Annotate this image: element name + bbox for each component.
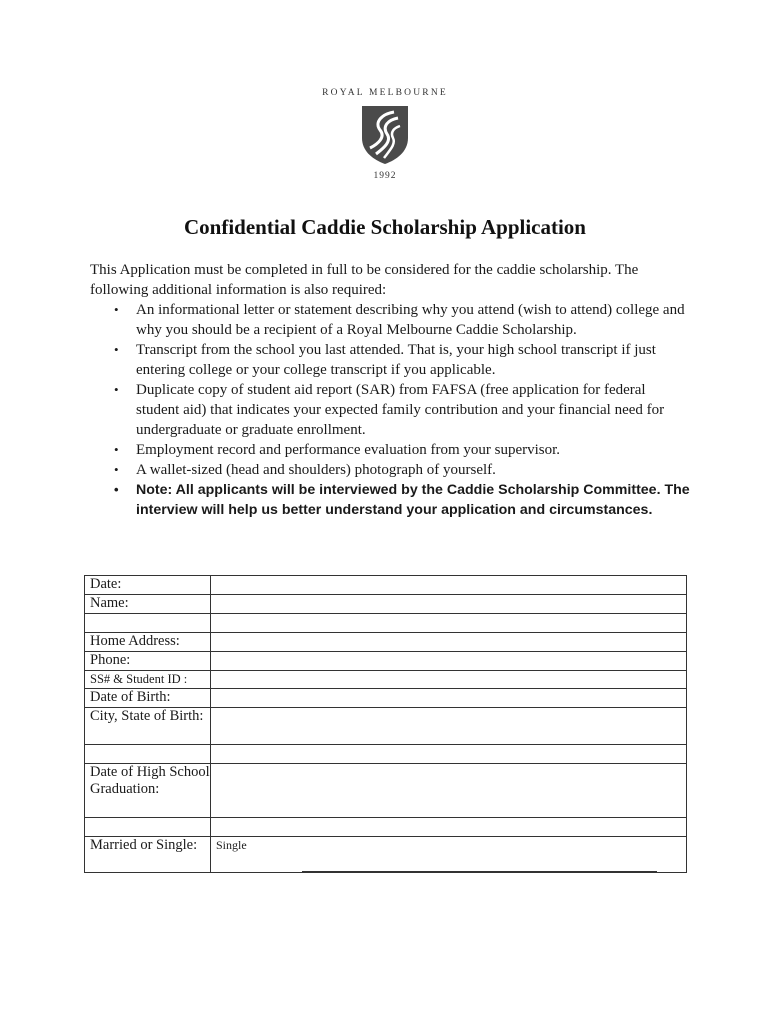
application-form <box>84 575 687 873</box>
table-row <box>85 652 687 671</box>
date-of-birth-field[interactable] <box>211 689 687 708</box>
ss-student-id-label: SS# & Student ID : <box>85 670 211 689</box>
table-row <box>85 595 687 614</box>
date-field[interactable] <box>211 576 687 595</box>
list-item: • A wallet-sized (head and shoulders) photograph of yourself. <box>114 462 496 478</box>
bullet-icon: • <box>114 482 119 497</box>
underline <box>302 861 657 872</box>
table-row <box>85 817 687 836</box>
list-item: • Transcript from the school you last attended. That is, your high school transcript if just entering college or your college transcript if you applicable. <box>114 342 656 378</box>
spacer-field[interactable] <box>211 817 687 836</box>
bullet-icon: • <box>114 302 119 317</box>
home-address-field[interactable] <box>211 633 687 652</box>
page-title: Confidential Caddie Scholarship Application <box>183 215 586 239</box>
spacer-cell <box>85 744 211 763</box>
bullet-icon: • <box>114 462 119 477</box>
home-address-label: Home Address: <box>85 633 211 652</box>
married-or-single-field[interactable] <box>211 836 687 872</box>
logo-top-text: ROYAL MELBOURNE <box>322 88 448 98</box>
date-hs-graduation-field[interactable] <box>211 763 687 817</box>
table-row <box>85 836 687 872</box>
married-value: Single <box>216 837 247 852</box>
spacer-cell <box>85 817 211 836</box>
bullet-icon: • <box>114 342 119 357</box>
requirements-list <box>90 300 690 520</box>
list-item: • Duplicate copy of student aid report (SAR) from FAFSA (free application for federal student aid) that indicates your expected family contribution and your financial need for undergraduate or graduate enrollment. <box>114 382 665 438</box>
city-state-birth-label: City, State of Birth: <box>85 707 211 744</box>
intro-text: This Application must be completed in full to be considered for the caddie scholarship. The following additional information is also required: <box>90 262 639 298</box>
logo <box>0 88 770 181</box>
table-row <box>85 576 687 595</box>
date-hs-graduation-label: Date of High School Graduation: <box>85 763 211 817</box>
married-or-single-label: Married or Single: <box>85 836 211 872</box>
date-label: Date: <box>85 576 211 595</box>
name-label: Name: <box>85 595 211 614</box>
table-row <box>85 744 687 763</box>
table-row <box>85 614 687 633</box>
table-row <box>85 670 687 689</box>
ss-student-id-field[interactable] <box>211 670 687 689</box>
shield-icon <box>360 104 410 166</box>
intro-section <box>90 260 690 520</box>
list-item: • Employment record and performance evaluation from your supervisor. <box>114 442 561 458</box>
bullet-icon: • <box>114 442 119 457</box>
date-of-birth-label: Date of Birth: <box>85 689 211 708</box>
spacer-field[interactable] <box>211 744 687 763</box>
table-row <box>85 689 687 708</box>
phone-label: Phone: <box>85 652 211 671</box>
city-state-birth-field[interactable] <box>211 707 687 744</box>
list-item: • An informational letter or statement describing why you attend (wish to attend) college and why you should be a recipient of a Royal Melbourne Caddie Scholarship. <box>114 302 685 338</box>
bullet-icon: • <box>114 382 119 397</box>
logo-year: 1992 <box>373 171 397 181</box>
table-row <box>85 707 687 744</box>
spacer-cell <box>85 614 211 633</box>
spacer-field[interactable] <box>211 614 687 633</box>
phone-field[interactable] <box>211 652 687 671</box>
name-field[interactable] <box>211 595 687 614</box>
table-row <box>85 763 687 817</box>
interview-note: • Note: All applicants will be interviewed by the Caddie Scholarship Committee. The interview will help us better understand your application and circumstances. <box>114 482 690 518</box>
table-row <box>85 633 687 652</box>
